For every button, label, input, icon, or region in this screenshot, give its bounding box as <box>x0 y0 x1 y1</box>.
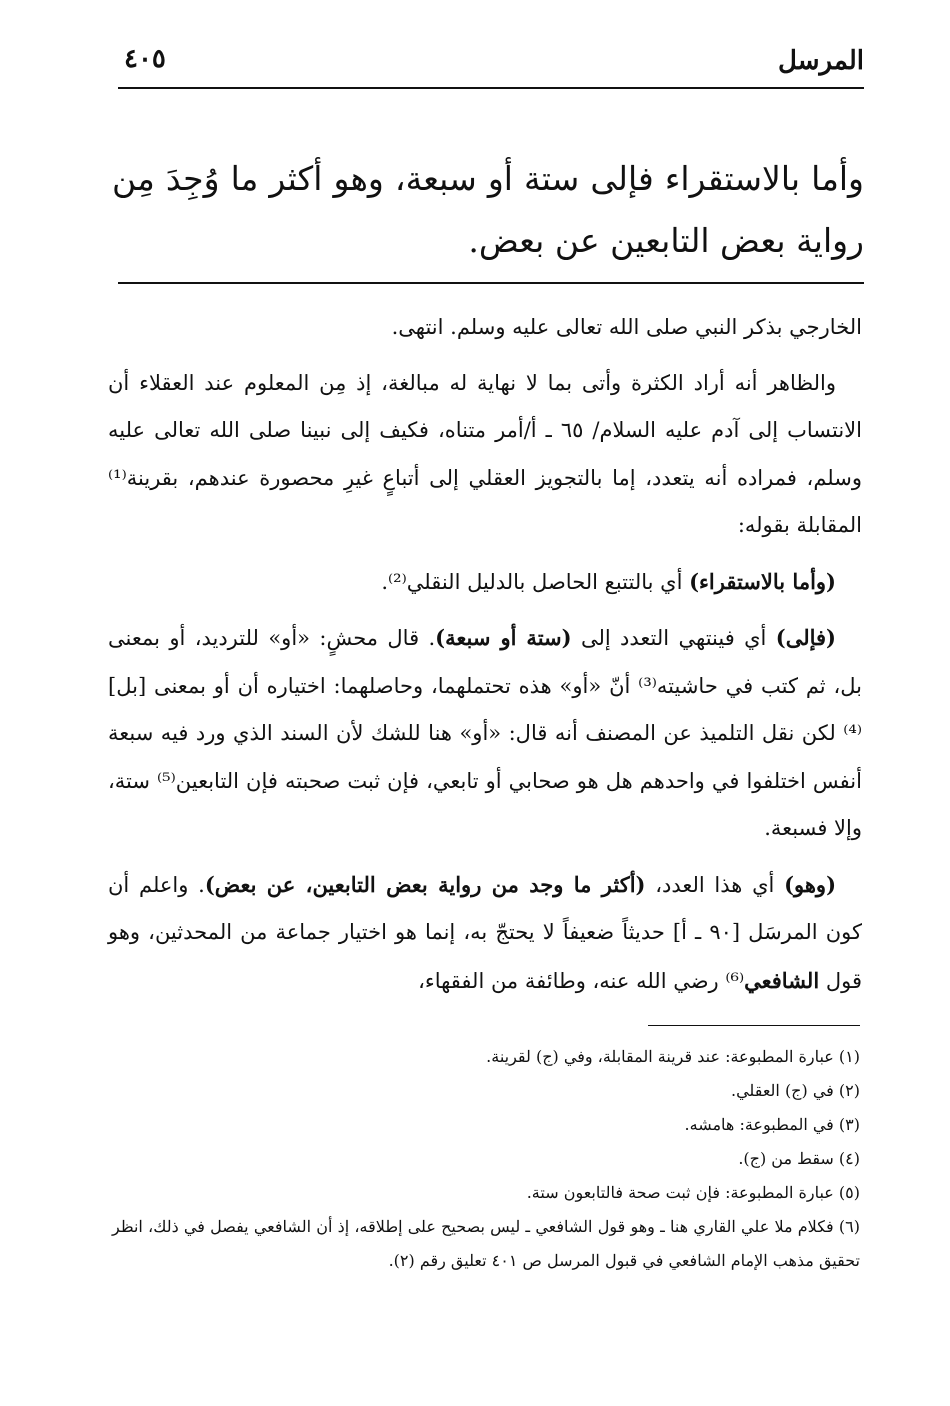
page-header <box>118 40 864 88</box>
paragraph-text: . قال محشٍ: «أو» للترديد، أو بمعنى بل، ثم كتب في حاشيته⁽³⁾ أنّ «أو» هذه تحتملهما، وحاصلهما: اختياره أن أو بمعنى [بل]⁽⁴⁾ لكن نقل التلميذ عن المصنف أنه قال: «أو» هنا للشك لأن السند الذي ورد فيه سبعة أنفس اختلفوا في واحدهم هل هو صحابي أو تابعي، فإن ثبت صحبته فإن التابعين⁽⁵⁾ ستة، وإلا فسبعة. <box>108 626 862 840</box>
quoted-matn: (ستة أو سبعة) <box>435 625 572 650</box>
quoted-matn: (فإلى) <box>775 625 836 650</box>
commentary-body <box>108 304 862 1013</box>
footnote-separator <box>648 1025 860 1026</box>
paragraph-1: الخارجي بذكر النبي صلى الله تعالى عليه وسلم. انتهى. <box>391 315 862 339</box>
paragraph-4 <box>108 614 862 853</box>
footnote-3: (٣) في المطبوعة: هامشه. <box>684 1115 860 1134</box>
matn-text: وأما بالاستقراء فإلى ستة أو سبعة، وهو أكثر ما وُجِدَ مِن رواية بعض التابعين عن بعض. <box>112 159 864 260</box>
footnote-4: (٤) سقط من (ج). <box>738 1149 860 1168</box>
matn-divider <box>118 282 864 284</box>
paragraph-text: ⁽⁶⁾ رضي الله عنه، وطائفة من الفقهاء، <box>418 968 745 993</box>
running-title: المرسل <box>778 46 864 76</box>
footnotes <box>112 1040 860 1278</box>
footnote-1: (١) عبارة المطبوعة: عند قرينة المقابلة، وفي (ج) لقرينة. <box>486 1047 860 1066</box>
paragraph-text: . واعلم أن كون المرسَل [٩٠ ـ أ] حديثاً ضعيفاً لا يحتجّ به، إنما هو اختيار جماعة من المحدثين، وهو قول <box>108 872 862 993</box>
footnote-2: (٢) في (ج) العقلي. <box>731 1081 860 1100</box>
paragraph-2: والظاهر أنه أراد الكثرة وأتى بما لا نهاية له مبالغة، إذ مِن المعلوم عند العقلاء أن الانتساب إلى آدم عليه السلام/ ٦٥ ـ أ/أمر متناه، فكيف إلى نبينا صلى الله تعالى عليه وسلم، فمراده أنه يتعدد، إما بالتجويز العقلي إلى أتباعٍ غيرِ محصورة عندهم، بقرينة⁽¹⁾ المقابلة بقوله: <box>108 370 862 537</box>
paragraph-text: أي فينتهي التعدد إلى <box>571 626 776 650</box>
header-rule <box>118 87 864 89</box>
paragraph-3 <box>108 558 862 607</box>
quoted-matn: (وهو) <box>784 871 837 897</box>
quoted-matn: (وأما بالاستقراء) <box>689 568 836 594</box>
paragraph-text: أي هذا العدد، <box>645 872 785 897</box>
page-number: ٤٠٥ <box>124 44 166 74</box>
quoted-matn: (أكثر ما وجد من رواية بعض التابعين، عن بعض) <box>204 871 646 897</box>
footnote-5: (٥) عبارة المطبوعة: فإن ثبت صحة فالتابعون ستة. <box>526 1183 860 1202</box>
paragraph-text: أي بالتتبع الحاصل بالدليل النقلي⁽²⁾. <box>381 569 690 594</box>
emphasized-name: الشافعي <box>744 967 820 993</box>
footnote-6: (٦) فكلام ملا علي القاري هنا ـ وهو قول الشافعي ـ ليس بصحيح على إطلاقه، إذ أن الشافعي يفصل في ذلك، انظر تحقيق مذهب الإمام الشافعي في قبول المرسل ص ٤٠١ تعليق رقم (٢). <box>112 1217 860 1270</box>
paragraph-5 <box>108 861 862 1006</box>
